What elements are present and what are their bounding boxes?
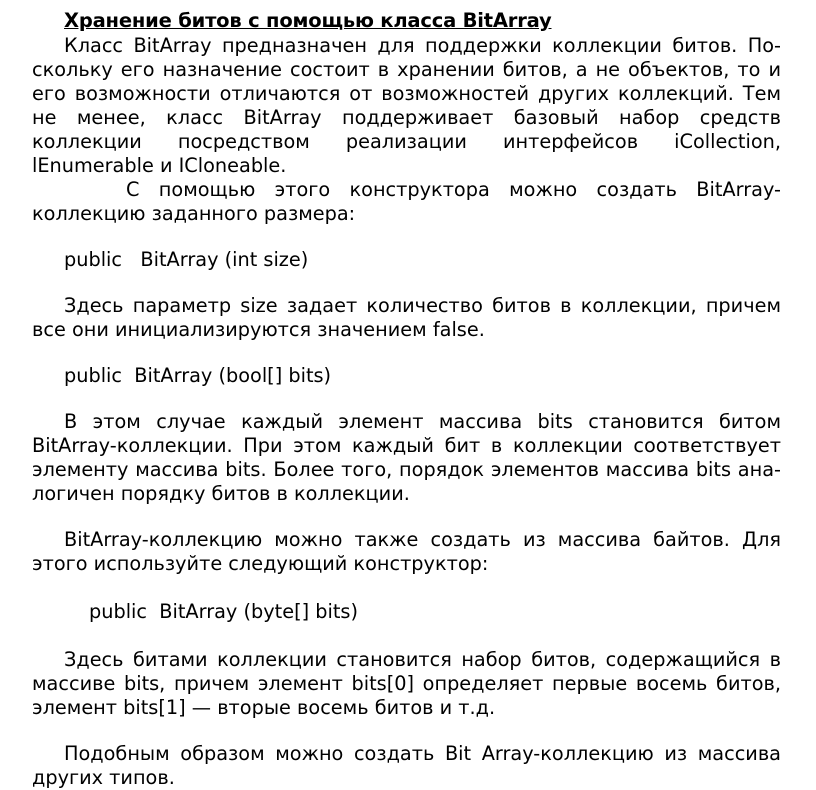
intro-paragraph: Класс BitArray предназначен для поддержки коллекции битов. Поскольку его назначение состоит в хранении битов, а не объектов, то и его возможности отличаются от возможностей других коллекций. Тем не менее, класс BitArray поддерживает базовый набор средств коллекции посредством реализации интерфейсов iCollection, lEnumerable и ICloneable. bbox=[32, 34, 781, 177]
code-constructor-int: public BitArray (int size) bbox=[64, 248, 309, 271]
byte-bits-paragraph: Здесь битами коллекции становится набор битов, содержащийся в массиве bits, причем элемент bits[0] определяет первые восемь битов, элемент bits[1] — вторые восемь битов и т.д. bbox=[32, 648, 781, 719]
size-param-paragraph: Здесь параметр size задает количество битов в коллекции, причем все они инициализируются значением false. bbox=[32, 294, 781, 341]
bool-array-paragraph: В этом случае каждый элемент массива bits становится битом BitArray-коллекции. При этом каждый бит в коллекции соответствует элементу массива bits. Более того, порядок элементов массива bits ана- логичен порядку битов в коллекции. bbox=[32, 410, 781, 505]
constructor-size-intro: С помощью этого конструктора можно создать BitArray-коллекцию заданного размера: bbox=[32, 178, 781, 225]
section-title: Хранение битов с помощью класса BitArray bbox=[64, 9, 552, 32]
code-constructor-byte: public BitArray (byte[] bits) bbox=[89, 600, 358, 623]
code-constructor-bool: public BitArray (bool[] bits) bbox=[64, 364, 332, 387]
byte-array-intro: BitArray-коллекцию можно также создать из массива байтов. Для этого используйте следующий конструктор: bbox=[32, 528, 781, 575]
document-page bbox=[32, 8, 781, 790]
other-types-paragraph: Подобным образом можно создать Bit Array-коллекцию из массива других типов. bbox=[32, 742, 781, 789]
